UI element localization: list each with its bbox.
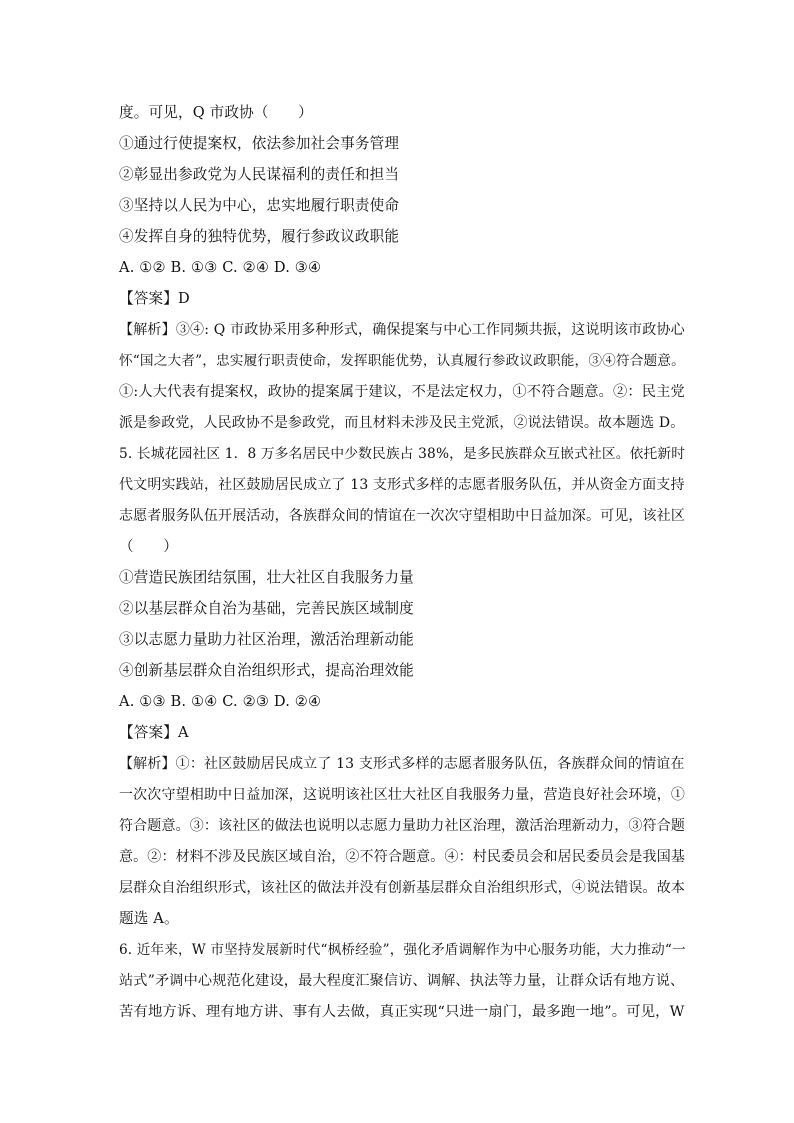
q4-analysis-line-2: 怀“国之大者”，忠实履行职责使命，发挥职能优势，认真履行参政议政职能，③④符合题意。 bbox=[119, 353, 685, 369]
q5-analysis-line-5: 层群众自治组织形式，该社区的做法并没有创新基层群众自治组织形式，④说法错误。故本 bbox=[119, 880, 685, 896]
question-6-stem-line-1: 6. 近年来，W 市坚持发展新时代“枫桥经验”，强化矛盾调解作为中心服务功能，大力推动“一 bbox=[119, 942, 686, 958]
q4-analysis-line-3: ①:人大代表有提案权，政协的提案属于建议，不是法定权力，①不符合题意。②：民主党 bbox=[119, 384, 685, 400]
q5-analysis-line-6: 题选 A。 bbox=[119, 910, 179, 927]
q5-choices: A. ①③ B. ①④ C. ②③ D. ②④ bbox=[119, 693, 322, 710]
q5-analysis-line-4: 意。②：材料不涉及民族区域自治，②不符合题意。④：村民委员会和居民委员会是我国基 bbox=[119, 849, 685, 865]
question-6-stem-line-2: 站式”矛调中心规范化建设，最大程度汇聚信访、调解、执法等力量，让群众话有地方说、 bbox=[119, 973, 685, 989]
q5-analysis-line-2: 一次次守望相助中日益加深，这说明该社区壮大社区自我服务力量，营造良好社会环境，① bbox=[119, 787, 685, 803]
q4-choices: A. ①② B. ①③ C. ②④ D. ③④ bbox=[119, 259, 322, 276]
question-5-stem-line-3: 志愿者服务队伍开展活动，各族群众间的情谊在一次次守望相助中日益加深。可见，该社区 bbox=[119, 508, 685, 524]
q4-option-4: ④发挥自身的独特优势，履行参政议政职能 bbox=[119, 228, 400, 245]
q5-option-1: ①营造民族团结氛围，壮大社区自我服务力量 bbox=[119, 569, 414, 586]
q4-analysis-line-1: 【解析】③④: Q 市政协采用多种形式，确保提案与中心工作同频共振，这说明该市政协心 bbox=[119, 322, 685, 338]
q5-option-4: ④创新基层群众自治组织形式，提高治理效能 bbox=[119, 662, 414, 679]
q5-answer: 【答案】A bbox=[119, 724, 189, 741]
q5-analysis-line-3: 符合题意。③：该社区的做法也说明以志愿力量助力社区治理，激活治理新动力，③符合题 bbox=[119, 818, 685, 834]
question-5-stem-line-1: 5. 长城花园社区 1．8 万多名居民中少数民族占 38%，是多民族群众互嵌式社区。依托新时 bbox=[119, 446, 686, 462]
q4-option-3: ③坚持以人民为中心，忠实地履行职责使命 bbox=[119, 197, 400, 214]
question-5-stem-line-2: 代文明实践站，社区鼓励居民成立了 13 支形式多样的志愿者服务队伍，并从资金方面支持 bbox=[119, 477, 685, 493]
q5-option-2: ②以基层群众自治为基础，完善民族区域制度 bbox=[119, 600, 414, 617]
q4-answer: 【答案】D bbox=[119, 290, 190, 307]
q4-option-2: ②彰显出参政党为人民谋福利的责任和担当 bbox=[119, 166, 400, 183]
question-6-stem-line-3: 苦有地方诉、理有地方讲、事有人去做，真正实现“只进一扇门，最多跑一地”。可见，W bbox=[119, 1004, 685, 1020]
q4-option-1: ①通过行使提案权，依法参加社会事务管理 bbox=[119, 135, 400, 152]
question-4-stem-end: 度。可见，Q 市政协（ ） bbox=[119, 104, 313, 121]
question-5-stem-line-4: （ ） bbox=[119, 538, 178, 555]
q5-analysis-line-1: 【解析】①：社区鼓励居民成立了 13 支形式多样的志愿者服务队伍，各族群众间的情谊在 bbox=[119, 756, 685, 772]
q5-option-3: ③以志愿力量助力社区治理，激活治理新动能 bbox=[119, 631, 414, 648]
q4-analysis-line-4: 派是参政党，人民政协不是参政党，而且材料未涉及民主党派，②说法错误。故本题选 D。 bbox=[119, 415, 685, 431]
